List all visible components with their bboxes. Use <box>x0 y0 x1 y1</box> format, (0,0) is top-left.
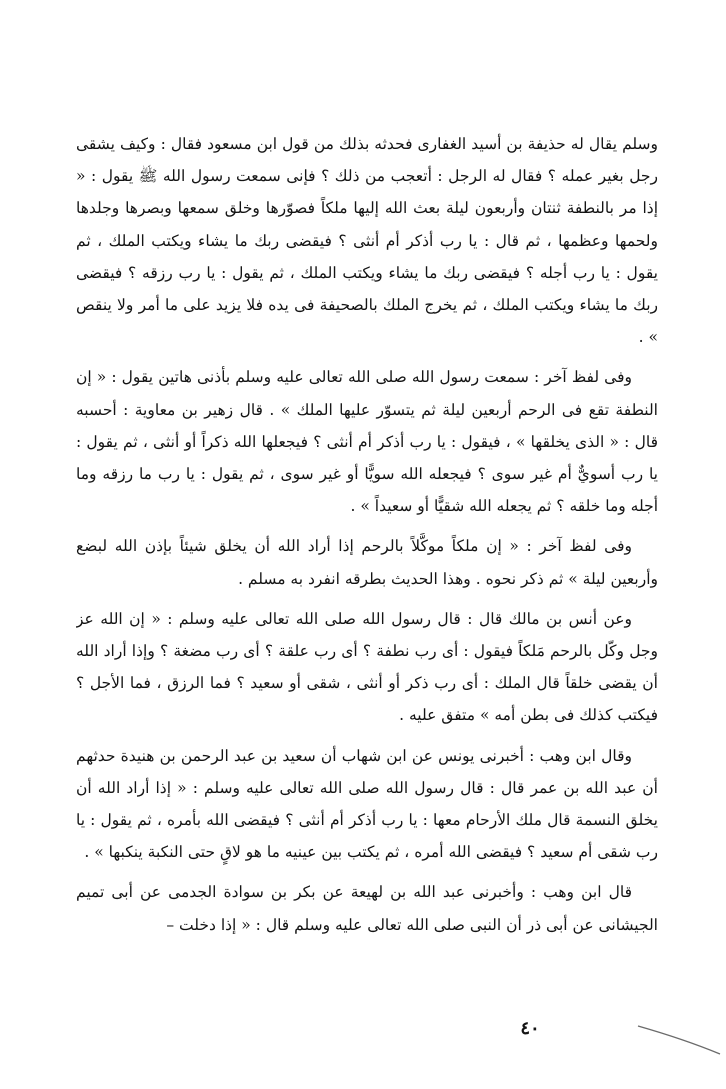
body-text <box>76 128 658 998</box>
paragraph-other-wording: وفى لفظ آخر : سمعت رسول الله صلى الله تعالى عليه وسلم بأذنى هاتين يقول : « إن النطفة تقع فى الرحم أربعين ليلة ثم يتسوّر عليها الملك » . قال زهير بن معاوية : أحسبه قال : « الذى يخلقها » ، فيقول : يا رب أذكر أم أنثى ؟ فيجعلها الله ذكراً أو أنثى ، ثم يقول : يا رب أسويٌّ أم غير سوى ؟ فيجعله الله سويًّا أو غير سوى ، ثم يقول : يا رب ما رزقه وما أجله وما خلقه ؟ ثم يجعله الله شقيًّا أو سعيداً » . <box>76 368 658 516</box>
page-number: ٤٠ <box>520 1018 540 1039</box>
paragraph-anas-hadith: وعن أنس بن مالك قال : قال رسول الله صلى الله تعالى عليه وسلم : « إن الله عز وجل وكّل بالرحم مَلكاً فيقول : أى رب نطفة ؟ أى رب علقة ؟ أى رب مضغة ؟ وإذا أراد الله أن يقضى خلقاً قال الملك : أى رب ذكر أو أنثى ، شقى أو سعيد ؟ فما الرزق ، فما الأجل ؟ فيكتب كذلك فى بطن أمه » متفق عليه . <box>76 609 658 725</box>
paragraph-ibn-wahb: وقال ابن وهب : أخبرنى يونس عن ابن شهاب أن سعيد بن عبد الرحمن بن هنيدة حدثهم أن عبد الله بن عمر قال : قال رسول الله صلى الله تعالى عليه وسلم : « إذا أراد الله أن يخلق النسمة قال ملك الأرحام معها : يا رب أذكر أم أنثى ؟ فيقضى الله بأمره ، ثم يقول : يا رب شقى أم سعيد ؟ فيقضى الله أمره ، ثم يكتب بين عينيه ما هو لاقٍ حتى النكبة ينكبها » . <box>76 746 658 862</box>
scan-corner-mark <box>636 1020 722 1056</box>
paragraph-other-wording-2: وفى لفظ آخر : « إن ملكاً موكَّلاً بالرحم إذا أراد الله أن يخلق شيئاً بإذن الله لبضع وأربعين ليلة » ثم ذكر نحوه . وهذا الحديث بطرقه انفرد به مسلم . <box>76 537 658 588</box>
paragraph-ibn-wahb-2: قال ابن وهب : وأخبرنى عبد الله بن لهيعة عن بكر بن سوادة الجدمى عن أبى تميم الجيشانى عن أبى ذر أن النبى صلى الله تعالى عليه وسلم قال : « إذا دخلت – <box>76 883 658 934</box>
paragraph-continuation: وسلم يقال له حذيفة بن أسيد الغفارى فحدثه بذلك من قول ابن مسعود فقال : وكيف يشقى رجل بغير عمله ؟ فقال له الرجل : أتعجب من ذلك ؟ فإنى سمعت رسول الله ﷺ يقول : « إذا مر بالنطفة ثنتان وأربعون ليلة بعث الله إليها ملكاً فصوّرها وخلق سمعها وبصرها وجلدها ولحمها وعظمها ، ثم قال : يا رب أذكر أم أنثى ؟ فيقضى ربك ما يشاء ويكتب الملك ، ثم يقول : يا رب أجله ؟ فيقضى ربك ما يشاء ويكتب الملك ، ثم يقول : يا رب رزقه ؟ فيقضى ربك ما يشاء ويكتب الملك ، ثم يخرج الملك بالصحيفة فى يده فلا يزيد على ما أمر ولا ينقص » . <box>76 135 658 347</box>
